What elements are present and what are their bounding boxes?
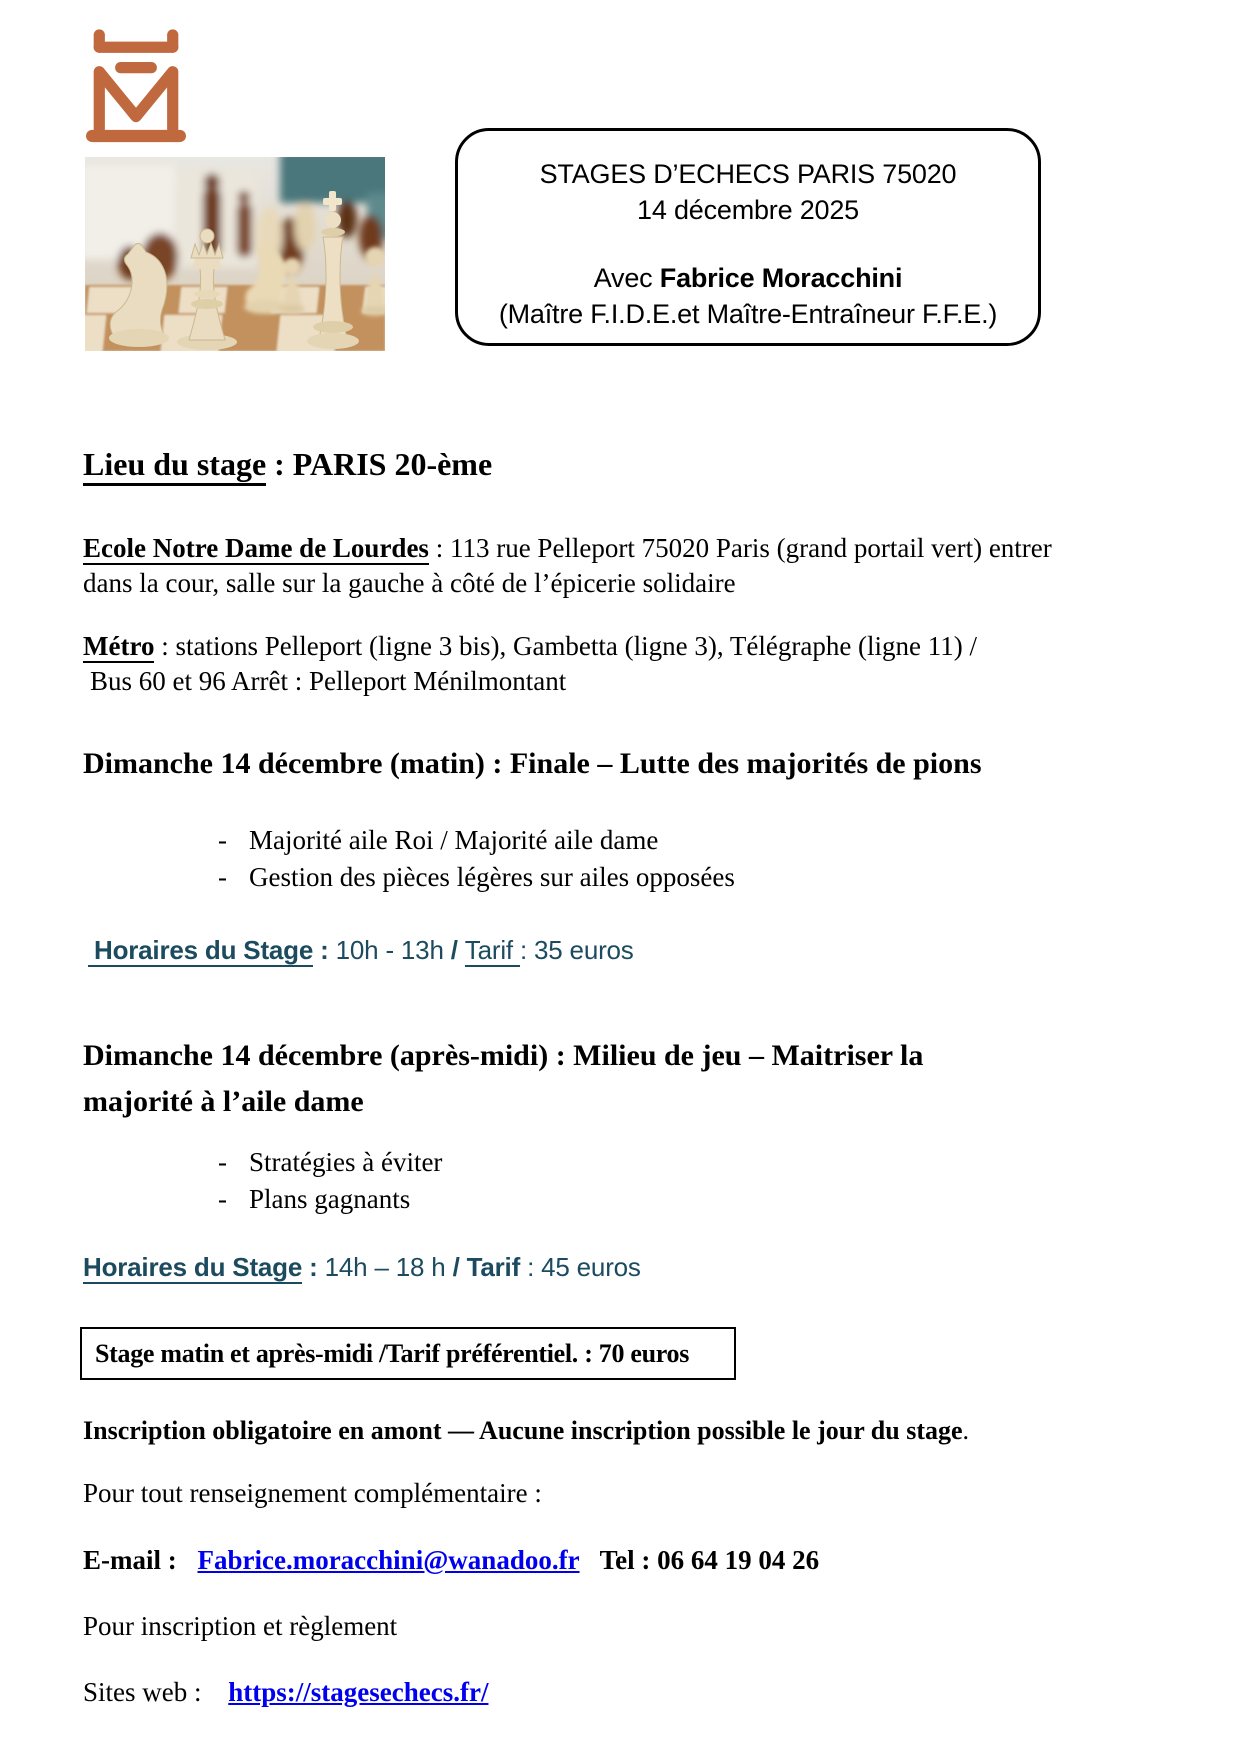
email-link[interactable]: Fabrice.moracchini@wanadoo.fr [197,1545,580,1575]
credentials-line: (Maître F.I.D.E.et Maître-Entraîneur F.F.E.) [498,299,998,329]
crown-m-logo-icon [85,26,187,148]
mandatory-registration-period: . [962,1416,970,1445]
bullet-text: Stratégies à éviter [249,1147,443,1177]
morning-session-bullets [218,822,735,896]
schedule-slash: / [450,935,465,965]
bullet-dash: - [218,862,227,892]
tarif-colon: : [519,935,535,965]
schedule-label: Horaires du Stage [88,935,313,967]
tarif-value: 45 euros [541,1252,641,1282]
location-heading-sep: : [266,446,293,482]
school-line-2: dans la cour, salle sur la gauche à côté de l’épicerie solidaire [83,568,736,598]
location-heading [83,446,492,483]
title-line-2: 14 décembre 2025 [637,195,859,225]
schedule-label: Horaires du Stage [83,1252,303,1282]
morning-schedule-line [88,935,634,966]
metro-paragraph [83,629,1193,699]
afternoon-session-bullets [218,1144,442,1218]
bullet-item [218,859,735,896]
tarif-colon: : [520,1252,542,1282]
websites-line [83,1677,488,1708]
combo-offer-box [80,1327,736,1380]
mandatory-registration-bold: Inscription obligatoire en amont — Aucune inscription possible le jour du stage [83,1416,963,1445]
instructor-line [458,260,1038,296]
afternoon-session-heading [83,1033,983,1125]
title-spacer [458,228,1038,260]
bullet-dash: - [218,825,227,855]
bullet-text: Plans gagnants [249,1184,411,1214]
location-heading-label: Lieu du stage [83,446,266,486]
email-label: E-mail : [83,1545,184,1575]
bullet-text: Majorité aile Roi / Majorité aile dame [249,825,659,855]
afternoon-heading-line-1: Dimanche 14 décembre (après-midi) : Milieu de jeu – Maitriser la [83,1039,924,1072]
schedule-slash: / [452,1252,467,1282]
schedule-time: 14h – 18 h [324,1252,453,1282]
tarif-label: Tarif [466,1252,521,1282]
schedule-colon: : [302,1252,325,1282]
mandatory-registration-line [83,1416,969,1446]
avec-prefix: Avec [593,263,660,293]
metro-line [83,629,1193,664]
metro-label: Métro [83,631,155,661]
contact-line [83,1545,819,1576]
afternoon-schedule-line [83,1252,641,1283]
schedule-colon: : [313,935,336,965]
bullet-dash: - [218,1184,227,1214]
title-box [455,128,1041,346]
afternoon-heading-line-2: majorité à l’aile dame [83,1085,364,1118]
phone-number: Tel : 06 64 19 04 26 [599,1545,820,1575]
schedule-time: 10h - 13h [335,935,451,965]
bus-line: Bus 60 et 96 Arrêt : Pelleport Ménilmontant [90,666,567,696]
title-line-1: STAGES D’ECHECS PARIS 75020 [539,159,957,189]
combo-offer-text: Stage matin et après-midi /Tarif préférentiel. : 70 euros [95,1338,690,1368]
morning-session-heading: Dimanche 14 décembre (matin) : Finale – Lutte des majorités de pions [83,747,982,780]
payment-line: Pour inscription et règlement [83,1611,398,1641]
info-line: Pour tout renseignement complémentaire : [83,1478,542,1508]
school-text-1: 113 rue Pelleport 75020 Paris (grand portail vert) entrer [449,533,1052,563]
tarif-label: Tarif [464,935,520,965]
tarif-value: 35 euros [534,935,634,965]
location-heading-value: PARIS 20-ème [292,446,493,482]
school-label: Ecole Notre Dame de Lourdes [83,533,429,563]
bullet-item [218,1181,442,1218]
sites-label: Sites web : [83,1677,209,1707]
website-link[interactable]: https://stagesechecs.fr/ [228,1677,489,1707]
bullet-dash: - [218,1147,227,1177]
school-sep: : [428,533,450,563]
metro-text: stations Pelleport (ligne 3 bis), Gambetta (ligne 3), Télégraphe (ligne 11) / [175,631,978,661]
school-line-1 [83,531,1193,566]
bullet-item [218,822,735,859]
instructor-name: Fabrice Moracchini [659,263,903,293]
chess-pieces-photo [85,157,385,351]
bullet-text: Gestion des pièces légères sur ailes opposées [249,862,735,892]
metro-sep: : [154,631,176,661]
school-paragraph [83,531,1193,601]
bullet-item [218,1144,442,1181]
